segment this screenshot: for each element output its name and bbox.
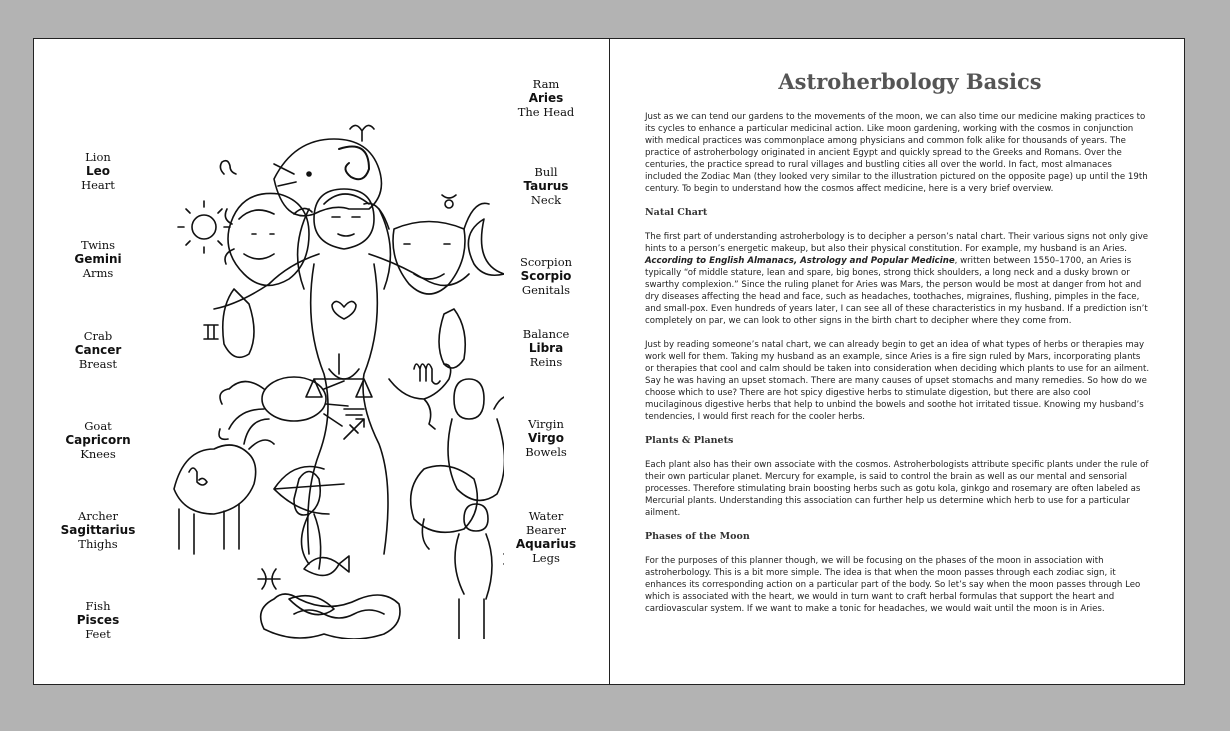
zodiac-animal: Crab — [83, 329, 113, 343]
zodiac-label-aries — [486, 77, 606, 119]
zodiac-body-part: Breast — [78, 357, 118, 371]
zodiac-animal: Virgin — [528, 417, 564, 431]
zodiac-body-part: Arms — [82, 266, 114, 280]
zodiac-animal: Archer — [78, 509, 118, 523]
paragraph-text: The first part of understanding astroherbology is to decipher a person’s natal chart. Their various signs not only give hints to a person’s energetic makeup, but also their physical constitution. For example, my husband is an Aries. — [645, 232, 1149, 254]
zodiac-label-virgo — [486, 417, 606, 459]
paragraph-intro: Just as we can tend our gardens to the movements of the moon, we can also time our medicine making practices to its cycles to enhance a particular medicinal action. Like moon gardening, working with the cosmos in conjunction with medical practices was commonplace among physicians and common folk alike for thousands of years. The practice of astroherbology originated in ancient Egypt and quickly spread to the Greeks and Romans. Over the centuries, the practice spread to rural villages and bustling cities all over the world. In fact, most almanaces included the Zodiac Man (they looked very similar to the illustration pictured on the opposite page) up until the 19th century. To begin to understand how the cosmos affect medicine, here is a very brief overview. — [645, 112, 1148, 194]
zodiac-sign: Scorpio — [520, 269, 572, 283]
heading-natal-chart: Natal Chart — [645, 207, 708, 218]
paragraph-moon-phases: For the purposes of this planner though, we will be focusing on the phases of the moon in association with astroherbology. This is a bit more simple. The idea is that when the moon passes through each zodiac sign, it enhances its corresponding action on a particular part of the body. So let’s say when the moon passes through Leo which is associated with the heart, we would in turn want to craft herbal formulas that support the heart and cardiovascular system. If we want to make a tonic for headaches, we would wait until the moon is in Aries. — [645, 556, 1141, 614]
zodiac-label-taurus — [486, 165, 606, 207]
zodiac-sign: Taurus — [523, 179, 569, 193]
zodiac-animal: Bearer — [526, 523, 566, 537]
zodiac-body-part: Feet — [85, 627, 111, 641]
zodiac-sign: Aquarius — [515, 537, 577, 551]
heading-plants-planets: Plants & Planets — [645, 435, 734, 446]
article-body — [645, 111, 1150, 627]
zodiac-animal: Bull — [534, 165, 558, 179]
paragraph-plants-planets: Each plant also has their own associate with the cosmos. Astroherbologists attribute specific plants under the rule of their own particular planet. Mercury for example, is said to control the brain as well as our mental and sensorial processes. Therefore stimulating brain boosting herbs such as gotu kola, ginkgo and rosemary are often labeled as Mercurial plants. Understanding this association can further help us determine which herb to use for a particular ailment. — [645, 460, 1149, 518]
zodiac-sign: Leo — [85, 164, 111, 178]
zodiac-animal: Goat — [84, 419, 112, 433]
zodiac-sign: Capricorn — [65, 433, 131, 447]
paragraph-text: , written between 1550–1700, an Aries is typically “of middle stature, lean and spare, big bones, strong thick shoulders, a long neck and a dusky brown or swarthy complexion.” Since the ruling planet for Aries was Mars, the person would be most at danger from hot and dry diseases affecting the head and face, such as headaches, toothaches, migraines, flushing, pimples in the face, and small-pox. Even hundreds of years later, I can see all of these characteristics in my husband. If a prediction isn’t completely on par, we can look to other signs in the birth chart to decipher where they come from. — [645, 256, 1148, 326]
zodiac-sign: Aries — [528, 91, 564, 105]
left-page — [34, 39, 609, 684]
zodiac-body-part: Thighs — [78, 537, 118, 551]
zodiac-animal: Twins — [80, 238, 116, 252]
zodiac-sign: Sagittarius — [60, 523, 136, 537]
zodiac-label-libra — [486, 327, 606, 369]
zodiac-body-part: Neck — [530, 193, 562, 207]
zodiac-animal: Balance — [522, 327, 570, 341]
book-spread — [33, 38, 1185, 685]
zodiac-body-part: Legs — [532, 551, 560, 565]
zodiac-body-part: Reins — [529, 355, 563, 369]
zodiac-animal: Lion — [85, 150, 111, 164]
zodiac-sign: Cancer — [74, 343, 122, 357]
paragraph-natal-chart — [645, 231, 1150, 327]
zodiac-body-part: The Head — [517, 105, 575, 119]
page-title: Astroherbology Basics — [778, 69, 1042, 94]
zodiac-sign: Gemini — [74, 252, 122, 266]
zodiac-body-part: Genitals — [521, 283, 571, 297]
book-title-citation: According to English Almanacs, Astrology and Popular Medicine — [645, 256, 955, 266]
zodiac-label-scorpio — [486, 255, 606, 297]
zodiac-man-illustration — [124, 79, 504, 639]
zodiac-sign: Virgo — [528, 431, 564, 445]
zodiac-body-part: Heart — [81, 178, 115, 192]
zodiac-sign: Libra — [528, 341, 564, 355]
zodiac-label-aquarius — [486, 509, 606, 565]
right-page — [610, 39, 1184, 684]
zodiac-animal: Scorpion — [519, 255, 573, 269]
zodiac-body-part: Bowels — [525, 445, 567, 459]
zodiac-body-part: Knees — [80, 447, 116, 461]
heading-moon-phases: Phases of the Moon — [645, 531, 750, 542]
zodiac-animal: Fish — [85, 599, 111, 613]
zodiac-animal: Ram — [532, 77, 560, 91]
zodiac-sign: Pisces — [76, 613, 120, 627]
zodiac-animal: Water — [528, 509, 564, 523]
paragraph-herbs: Just by reading someone’s natal chart, we can already begin to get an idea of what types of herbs or therapies may work well for them. Taking my husband as an example, since Aries is a fire sign ruled by Mars, incorporating plants or therapies that cool and calm should be taken into consideration when deciding which plants to use for an ailment. Say he was having an upset stomach. There are many causes of upset stomachs and many remedies. So how do we choose which to use? There are hot spicy digestive herbs to stimulate digestion, but there are also cool mucilaginous digestive herbs that help to unbind the bowels and soothe hot irritated tissue. Knowing my husband’s tendencies, I would first reach for the cooler herbs. — [645, 340, 1150, 422]
